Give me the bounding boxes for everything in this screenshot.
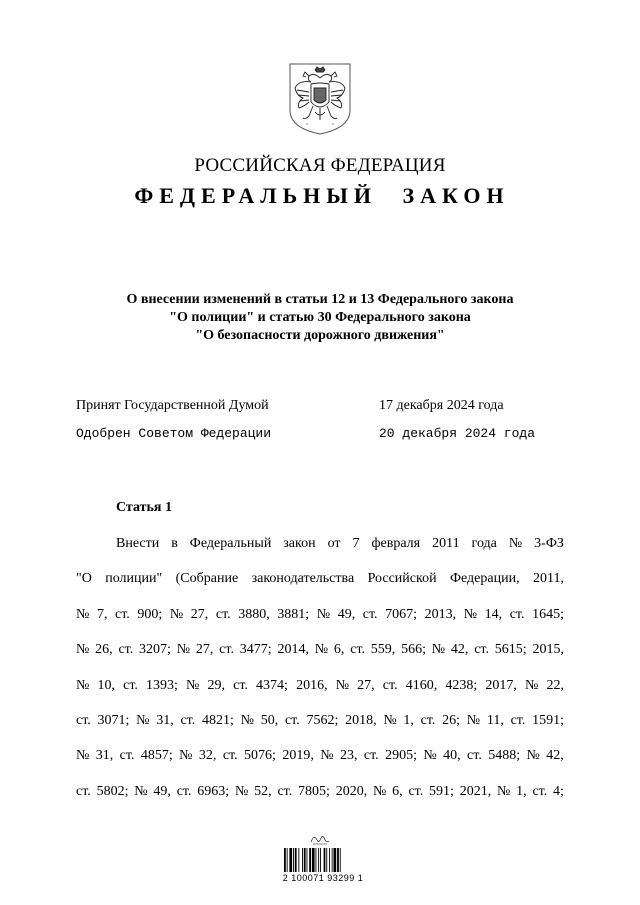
council-approval-date: 20 декабря 2024 года — [379, 426, 536, 441]
article-body-line: "О полиции" (Собрание законодательства Российской Федерации, 2011, — [76, 571, 564, 587]
article-body-line: № 7, ст. 900; № 27, ст. 3880, 3881; № 49, ст. 7067; 2013, № 14, ст. 1645; — [76, 606, 564, 622]
council-approval-label: Одобрен Советом Федерации — [76, 426, 272, 441]
document-title — [0, 291, 640, 345]
title-line: "О безопасности дорожного движения" — [195, 328, 445, 343]
title-line: "О полиции" и статью 30 Федерального закона — [169, 310, 471, 325]
barcode-number: 2 100071 93299 1 — [282, 873, 364, 883]
signature-mark-icon — [309, 832, 331, 846]
article-body-line: № 26, ст. 3207; № 27, ст. 3477; 2014, № 6, ст. 559, 566; № 42, ст. 5615; 2015, — [76, 642, 564, 658]
article-body — [76, 535, 564, 818]
article-body-line: Внести в Федеральный закон от 7 февраля 2011 года № 3-ФЗ — [116, 536, 564, 551]
document-type: ФЕДЕРАЛЬНЫЙ ЗАКОН — [134, 183, 510, 208]
title-line: О внесении изменений в статьи 12 и 13 Федерального закона — [126, 292, 514, 307]
article-body-line: ст. 3071; № 31, ст. 4821; № 50, ст. 7562; 2018, № 1, ст. 26; № 11, ст. 1591; — [76, 712, 564, 728]
duma-adoption-label: Принят Государственной Думой — [76, 398, 269, 413]
country-name: РОССИЙСКАЯ ФЕДЕРАЦИЯ — [194, 155, 446, 176]
barcode-icon — [284, 848, 360, 874]
article-body-line: № 10, ст. 1393; № 29, ст. 4374; 2016, № 27, ст. 4160, 4238; 2017, № 22, — [76, 677, 564, 693]
duma-adoption-date: 17 декабря 2024 года — [379, 398, 504, 413]
article-body-line: ст. 5802; № 49, ст. 6963; № 52, ст. 7805; 2020, № 6, ст. 591; 2021, № 1, ст. 4; — [76, 783, 564, 799]
article-body-line: № 31, ст. 4857; № 32, ст. 5076; 2019, № 23, ст. 2905; № 40, ст. 5488; № 42, — [76, 748, 564, 764]
article-heading: Статья 1 — [116, 500, 172, 515]
russian-coat-of-arms-icon — [287, 62, 353, 136]
